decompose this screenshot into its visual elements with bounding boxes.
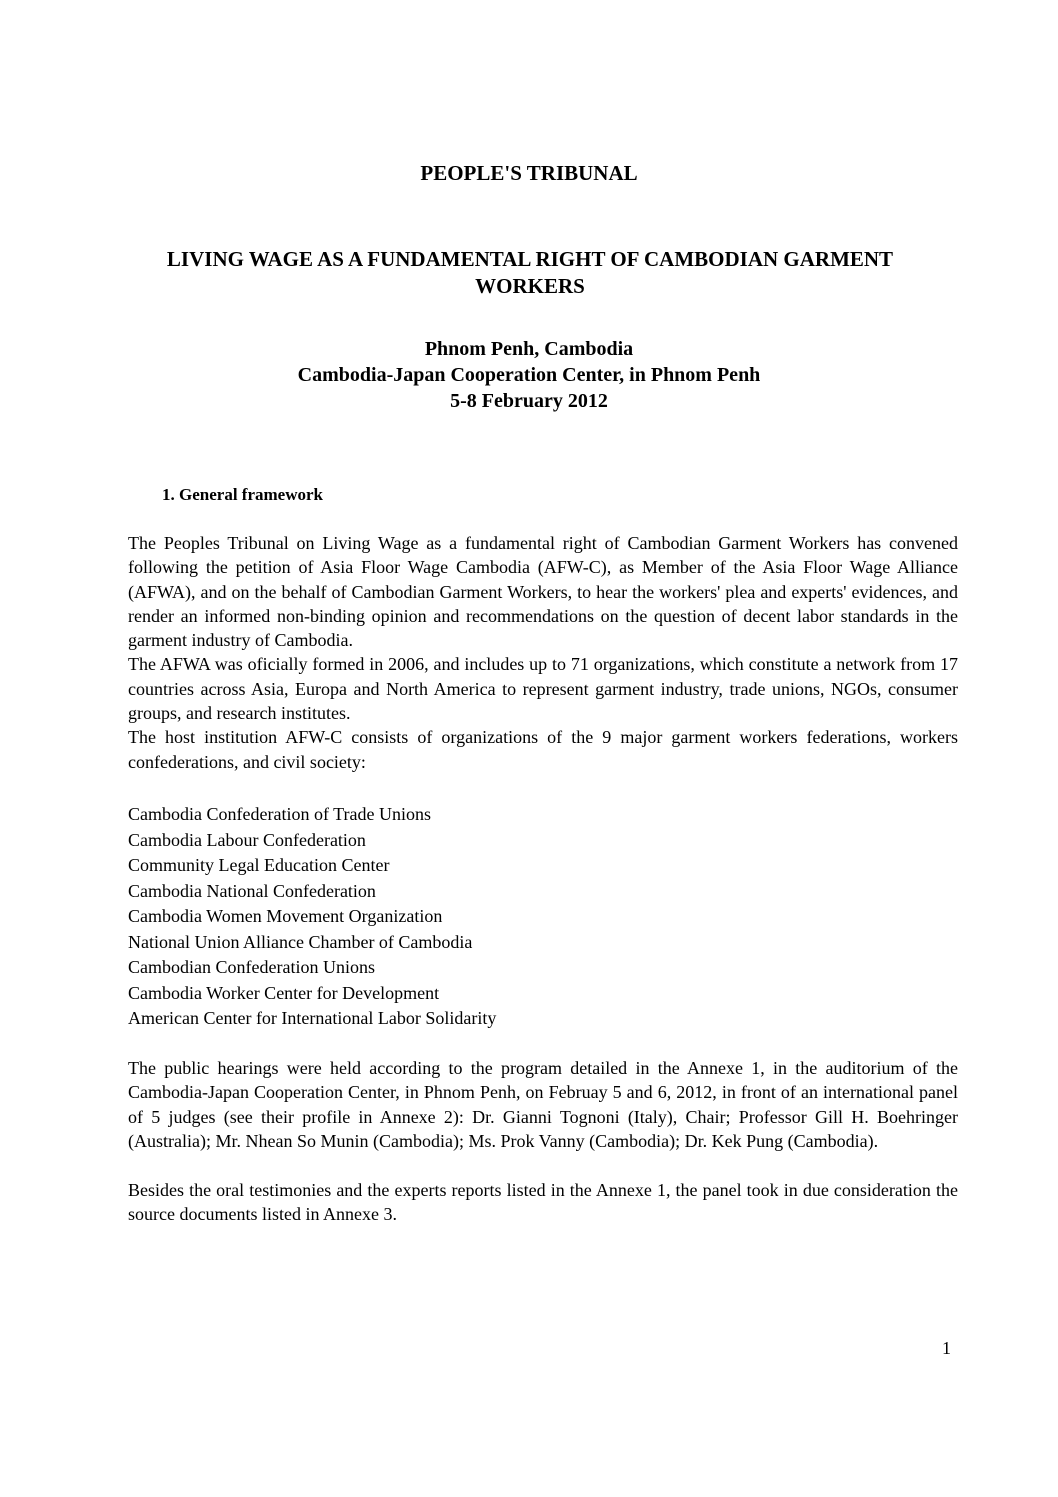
document-title: PEOPLE'S TRIBUNAL bbox=[420, 161, 638, 185]
list-item: Cambodia Confederation of Trade Unions bbox=[128, 804, 431, 824]
list-item: American Center for International Labor Solidarity bbox=[128, 1008, 497, 1028]
paragraph-4: The public hearings were held according to the program detailed in the Annexe 1, in the auditorium of the Cambodia-Japan Cooperation Center, in Phnom Penh, on Februay 5 and 6, 2012, in front of an international panel of 5 judges (see their profile in Annexe 2): Dr. Gianni Tognoni (Italy), Chair; Professor Gill H. Boehringer (Australia); Mr. Nhean So Munin (Cambodia); Ms. Prok Vanny (Cambodia); Dr. Kek Pung (Cambodia). bbox=[128, 1058, 958, 1151]
location: Phnom Penh, Cambodia bbox=[424, 338, 634, 360]
page-number: 1 bbox=[942, 1338, 951, 1358]
paragraph-3: The host institution AFW-C consists of organizations of the 9 major garment workers federations, workers confederations, and civil society: bbox=[128, 727, 958, 772]
list-item: National Union Alliance Chamber of Cambodia bbox=[128, 931, 473, 952]
list-item: Cambodia Worker Center for Development bbox=[128, 982, 440, 1003]
paragraph-2: The AFWA was oficially formed in 2006, and includes up to 71 organizations, which constitute a network from 17 countries across Asia, Europa and North America to represent garment industry, trade unions, NGOs, consumer groups, and research institutes. bbox=[128, 654, 958, 724]
organization-list bbox=[128, 802, 496, 1032]
dates: 5-8 February 2012 bbox=[450, 390, 608, 412]
list-item: Community Legal Education Center bbox=[128, 855, 390, 875]
venue: Cambodia-Japan Cooperation Center, in Phnom Penh bbox=[297, 364, 761, 386]
list-item: Cambodia Labour Confederation bbox=[128, 829, 366, 850]
paragraph-5: Besides the oral testimonies and the experts reports listed in the Annexe 1, the panel took in due consideration the source documents listed in Annexe 3. bbox=[128, 1180, 958, 1225]
paragraph-1: The Peoples Tribunal on Living Wage as a fundamental right of Cambodian Garment Workers has convened following the petition of Asia Floor Wage Cambodia (AFW-C), as Member of the Asia Floor Wage Alliance (AFWA), and on the behalf of Cambodian Garment Workers, to hear the workers' plea and experts' evidences, and render an informed non-binding opinion and recommendations on the question of decent labor standards in the garment industry of Cambodia. bbox=[128, 533, 958, 651]
section-heading: 1. General framework bbox=[162, 485, 323, 504]
document-subtitle: LIVING WAGE AS A FUNDAMENTAL RIGHT OF CAMBODIAN GARMENT WORKERS bbox=[166, 247, 894, 298]
list-item: Cambodian Confederation Unions bbox=[128, 957, 375, 977]
list-item: Cambodia Women Movement Organization bbox=[128, 906, 443, 926]
intro-paragraphs bbox=[128, 531, 958, 774]
list-item: Cambodia National Confederation bbox=[128, 880, 376, 901]
